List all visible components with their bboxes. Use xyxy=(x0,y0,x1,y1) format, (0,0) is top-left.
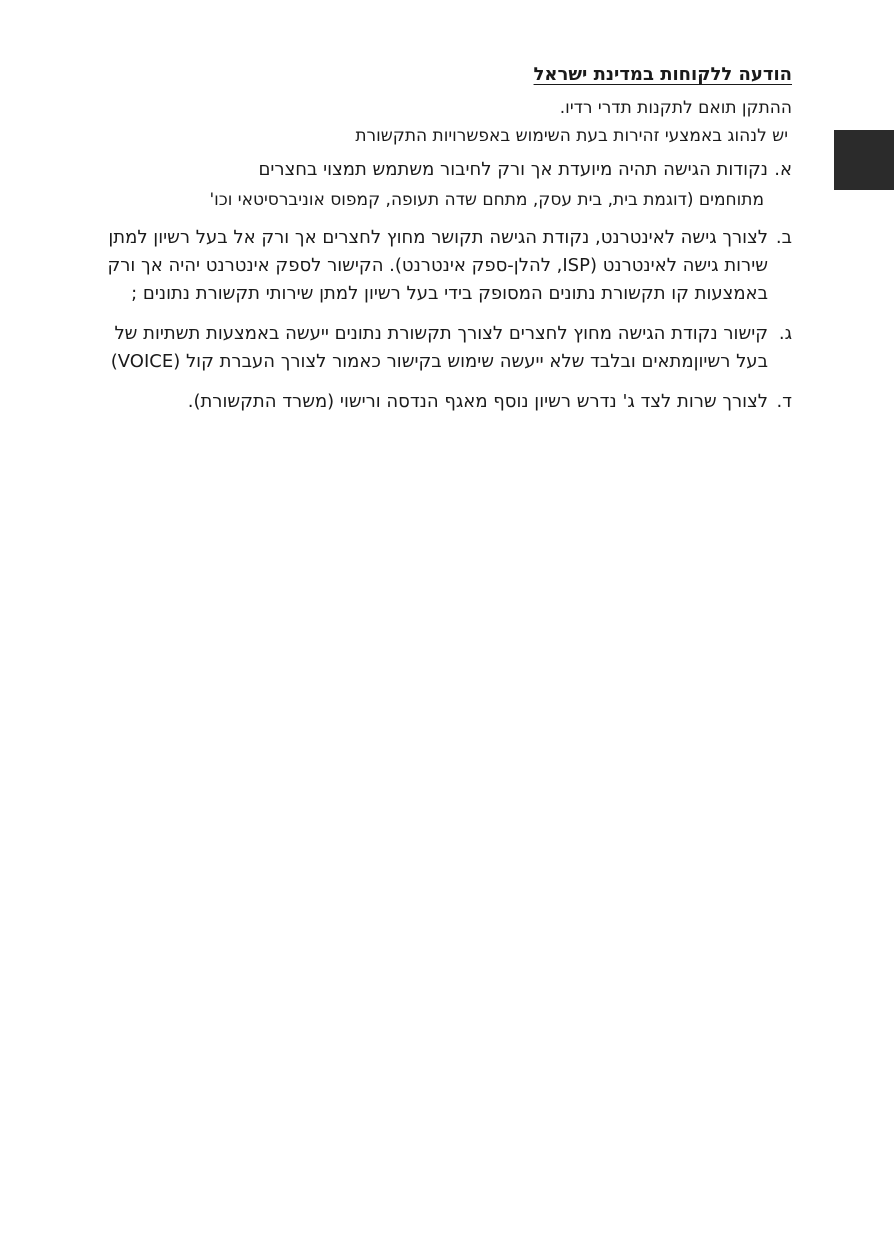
notice-content xyxy=(102,62,792,428)
notice-item-text: לצורך גישה לאינטרנט, נקודת הגישה תקושר מחוץ לחצרים אך ורק אל בעל רשיון למתן שירות גישה לאינטרנט (ISP, להלן-ספק אינטרנט). הקישור לספק אינטרנט יהיה אך ורק באמצעות קו תקשורת נתונים המסופק בידי בעל רשיון למתן שירותי תקשורת נתונים ; xyxy=(107,227,768,304)
notice-item-text: לצורך שרות לצד ג' נדרש רשיון נוסף מאגף הנדסה ורישוי (משרד התקשורת). xyxy=(187,391,768,412)
notice-item-letter: א. xyxy=(774,159,792,180)
notice-item-letter: ב. xyxy=(775,227,792,248)
notice-intro-line: יש לנהוג באמצעי זהירות בעת השימוש באפשרויות התקשורת xyxy=(355,126,788,146)
notice-item xyxy=(102,224,792,308)
notice-item xyxy=(102,388,792,416)
notice-item-subtext: מתוחמים (דוגמת בית, בית עסק, מתחם שדה תעופה, קמפוס אוניברסיטאי וכו' xyxy=(209,190,764,210)
notice-item-text: נקודות הגישה תהיה מיועדת אך ורק לחיבור משתמש תמצוי בחצרים xyxy=(258,159,768,180)
notice-item-body xyxy=(102,156,768,212)
notice-item xyxy=(102,320,792,376)
notice-title: הודעה ללקוחות במדינת ישראל xyxy=(533,64,792,85)
notice-items-list xyxy=(102,156,792,416)
section-tab-marker xyxy=(834,130,894,190)
notice-intro-line: ההתקן תואם לתקנות תדרי רדיו. xyxy=(559,98,792,118)
notice-item-text: קישור נקודת הגישה מחוץ לחצרים לצורך תקשורת נתונים ייעשה באמצעות תשתיות של בעל רשיוןמתאים ובלבד שלא ייעשה שימוש בקישור כאמור לצורך העברת קול (VOICE) xyxy=(110,323,768,372)
notice-item xyxy=(102,156,792,212)
notice-item-letter: ג. xyxy=(778,323,792,344)
notice-item-letter: ד. xyxy=(776,391,792,412)
